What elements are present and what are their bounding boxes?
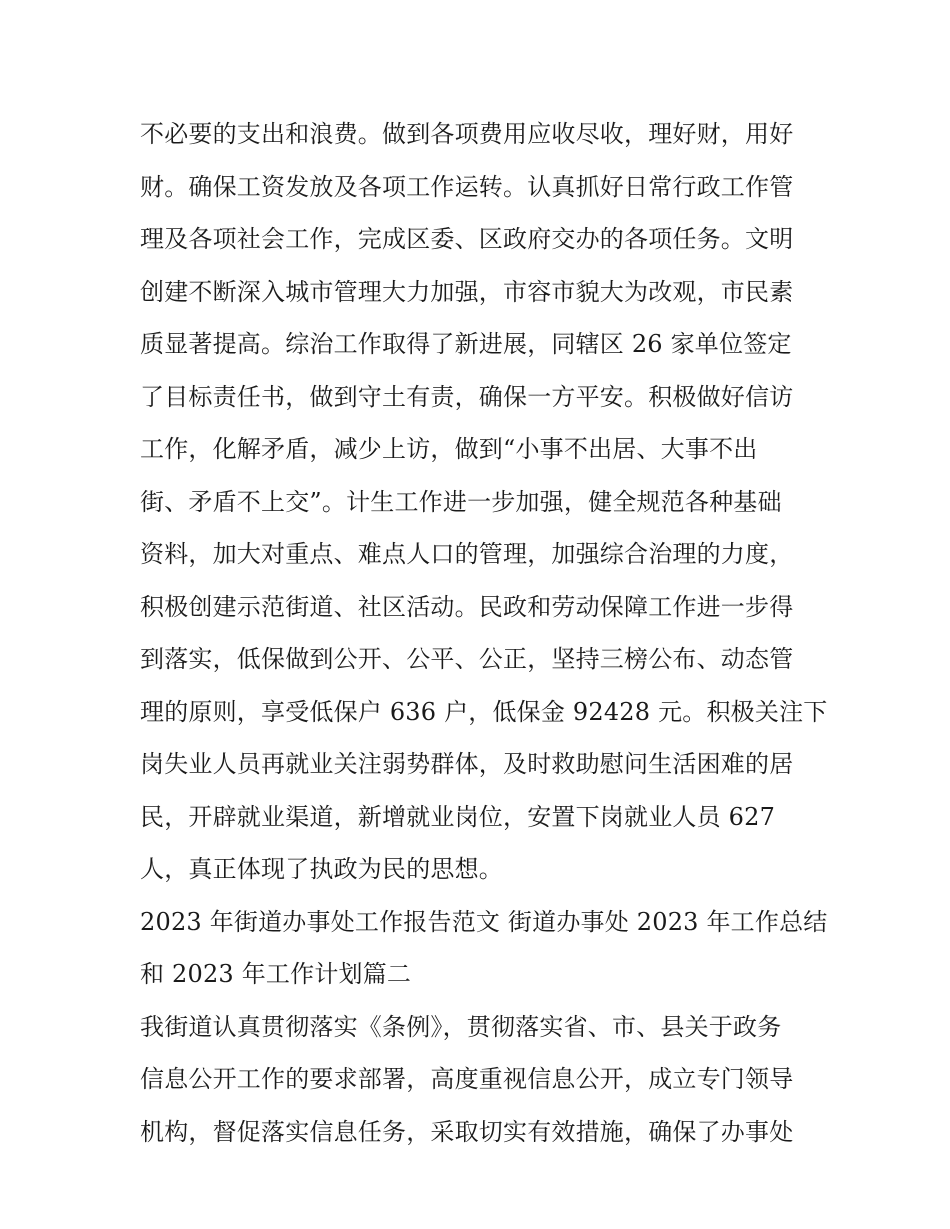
text-line: 岗失业人员再就业关注弱势群体，及时救助慰问生活困难的居: [140, 750, 794, 778]
text-line: 民，开辟就业渠道，新增就业岗位，安置下岗就业人员 627: [140, 802, 776, 831]
text-line: 理及各项社会工作，完成区委、区政府交办的各项任务。文明: [140, 225, 794, 253]
text-line: 工作，化解矛盾，减少上访，做到“小事不出居、大事不出: [140, 435, 758, 463]
text-line: 到落实，低保做到公开、公平、公正，坚持三榜公布、动态管: [140, 645, 794, 673]
text-line: 了目标责任书，做到守土有责，确保一方平安。积极做好信访: [140, 382, 794, 411]
section-heading-line: 2023 年街道办事处工作报告范文 街道办事处 2023 年工作总结: [140, 907, 828, 936]
text-line: 积极创建示范街道、社区活动。民政和劳动保障工作进一步得: [140, 592, 794, 621]
text-line: 资料，加大对重点、难点人口的管理，加强综合治理的力度，: [140, 540, 794, 568]
text-line: 财。确保工资发放及各项工作运转。认真抓好日常行政工作管: [140, 172, 794, 201]
text-line: 街、矛盾不上交”。计生工作进一步加强，健全规范各种基础: [140, 487, 782, 516]
text-line: 人，真正体现了执政为民的思想。: [140, 855, 503, 883]
text-line: 理的原则，享受低保户 636 户，低保金 92428 元。积极关注下: [140, 697, 828, 726]
section-heading-line: 和 2023 年工作计划篇二: [140, 960, 412, 988]
document-body: [140, 108, 828, 1158]
text-line: 创建不断深入城市管理大力加强，市容市貌大为改观，市民素: [140, 277, 794, 306]
text-line: 质显著提高。综治工作取得了新进展，同辖区 26 家单位签定: [140, 330, 792, 358]
text-line: 我街道认真贯彻落实《条例》，贯彻落实省、市、县关于政务: [140, 1012, 782, 1041]
text-line: 不必要的支出和浪费。做到各项费用应收尽收，理好财，用好: [140, 120, 794, 148]
text-line: 信息公开工作的要求部署，高度重视信息公开，成立专门领导: [140, 1065, 794, 1093]
text-line: 机构，督促落实信息任务，采取切实有效措施，确保了办事处: [140, 1117, 794, 1146]
